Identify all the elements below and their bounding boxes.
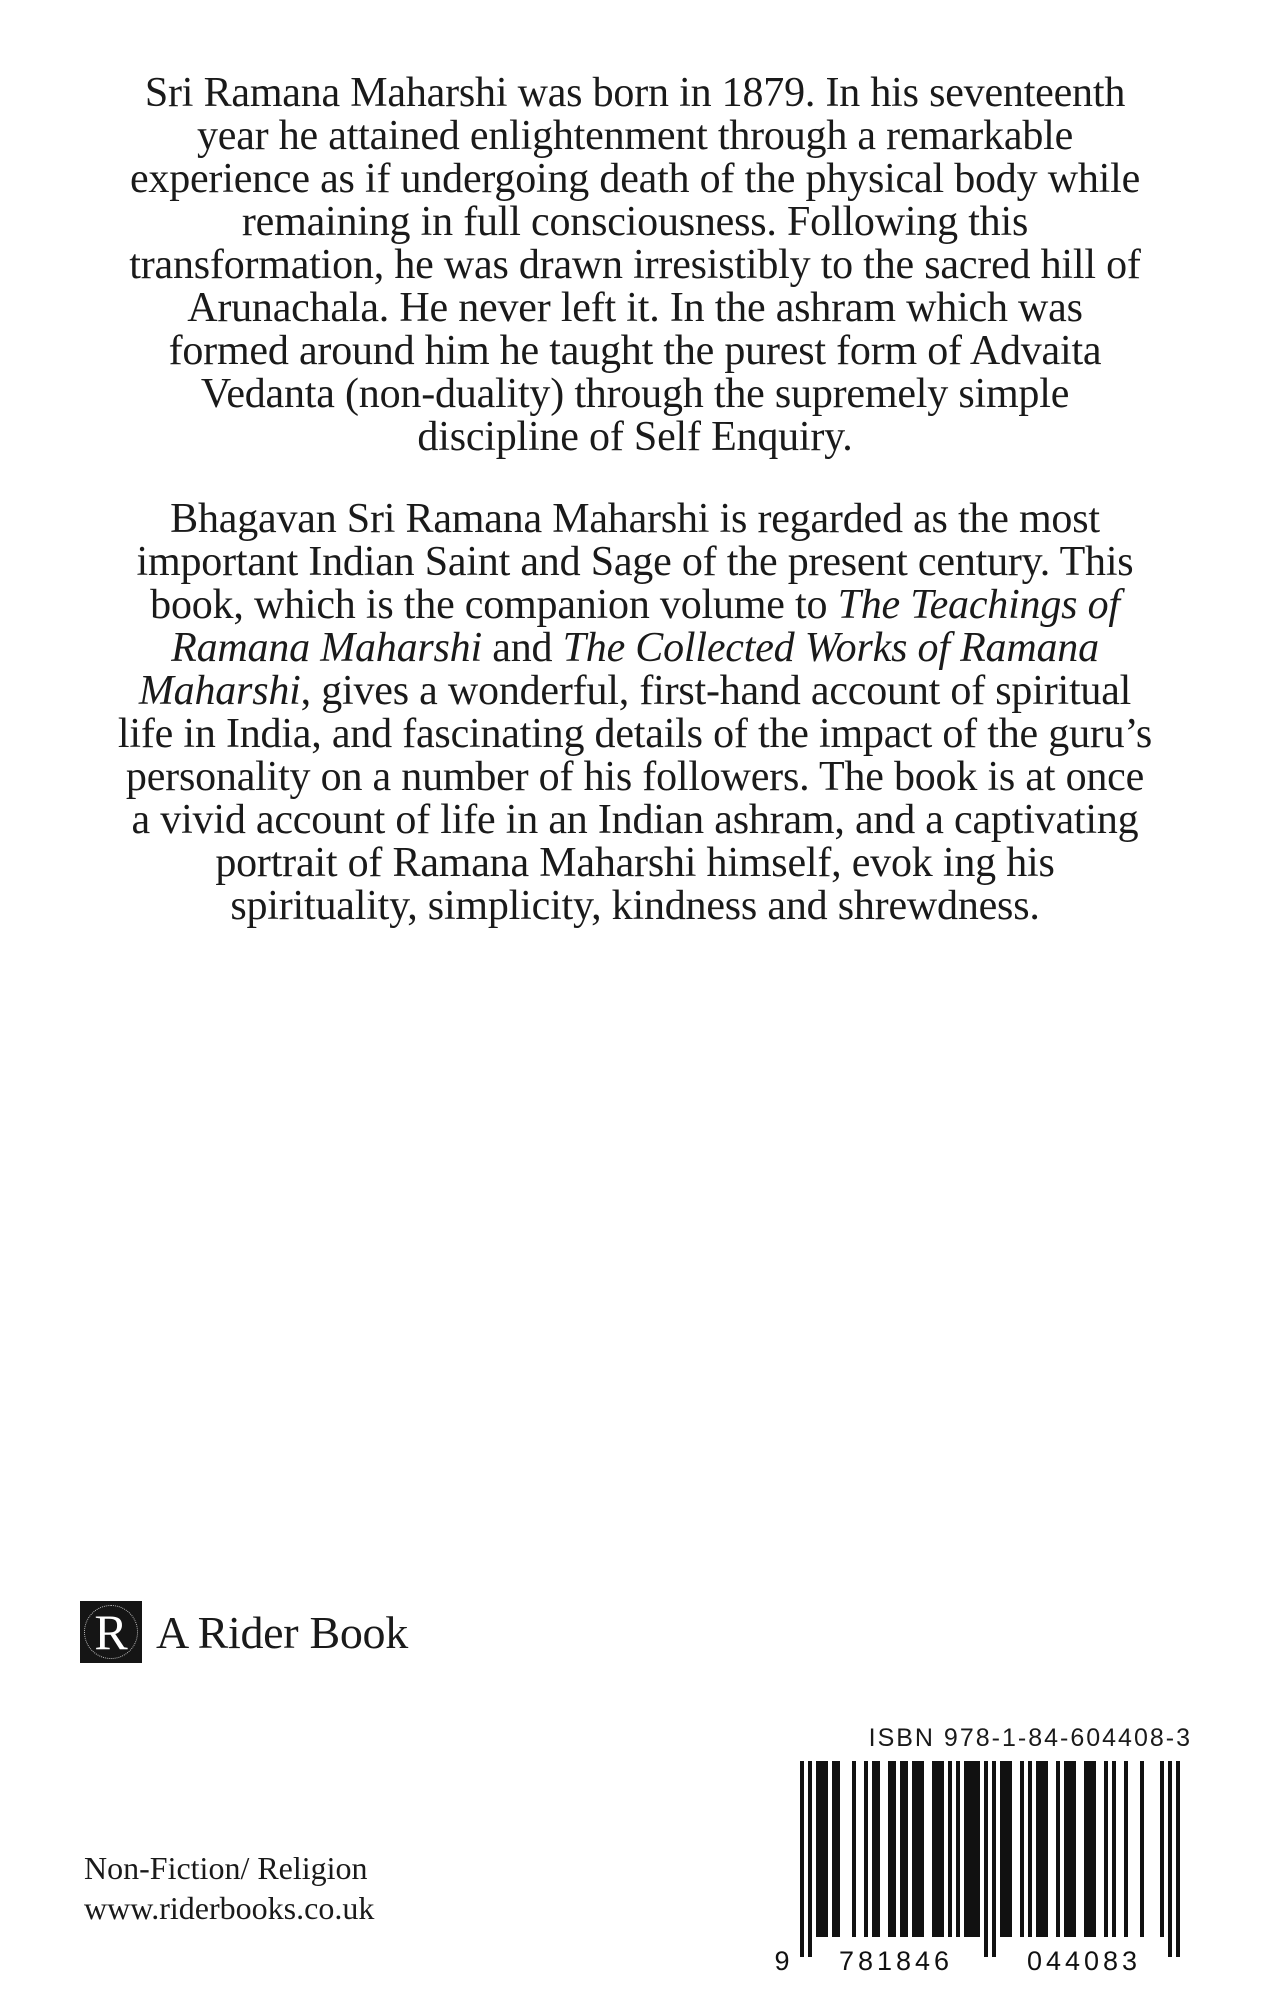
barcode-bar [1028,1761,1032,1937]
blurb-line: Bhagavan Sri Ramana Maharshi is regarded as the most [170,496,1100,542]
logo-letter: R [94,1604,128,1660]
publisher-imprint [80,1600,408,1664]
book-title-italic: The Teachings of [837,582,1120,628]
barcode-bar [932,1761,936,1937]
barcode-bar [1140,1761,1144,1937]
barcode-bar [824,1761,828,1937]
blurb-line: portrait of Ramana Maharshi himself, evok ing his [215,840,1055,886]
barcode-bar [1124,1761,1128,1937]
barcode-block [774,1724,1192,1975]
blurb-line: formed around him he taught the purest form of Advaita [168,328,1102,374]
barcode-guard-bar [1168,1761,1172,1957]
publisher-website: www.riderbooks.co.uk [84,1890,375,1926]
blurb-text: book, which is the companion volume to [150,582,838,628]
barcode-bar [964,1761,968,1937]
barcode-bar [916,1761,920,1937]
barcode-bar [816,1761,820,1937]
blurb-paragraph-2 [90,498,1180,928]
barcode-bar [936,1761,940,1937]
barcode-bar [940,1761,944,1937]
genre-block [84,1848,374,1928]
barcode-bar [1112,1761,1116,1937]
barcode-guard-bar [992,1761,996,1957]
blurb-text: , gives a wonderful, first-hand account of spiritual [300,668,1132,714]
ean13-barcode-icon [774,1761,1192,1975]
blurb-line: experience as if undergoing death of the physical body while [129,156,1141,202]
barcode-lead-digit: 9 [774,1946,794,1975]
barcode-bar [836,1761,840,1937]
barcode-bar [976,1761,980,1937]
barcode-bar [876,1761,880,1937]
blurb-line: Arunachala. He never left it. In the ashram which was [187,285,1083,331]
blurb-line: a vivid account of life in an Indian ashram, and a captivating [131,797,1139,843]
genre-category: Non-Fiction/ Religion [84,1850,368,1886]
barcode-left-digits: 781846 [838,1946,954,1975]
publisher-name: A Rider Book [156,1606,408,1658]
barcode-bar [968,1761,972,1937]
barcode-bar [900,1761,904,1937]
barcode-right-digits: 044083 [1026,1946,1142,1975]
barcode-bar [956,1761,960,1937]
book-title-italic: The Collected Works of Ramana [562,625,1099,671]
barcode-bar [892,1761,896,1937]
barcode-bar [912,1761,916,1937]
barcode-bar [1040,1761,1044,1937]
barcode-bar [1056,1761,1060,1937]
blurb-line [90,584,1180,627]
barcode-bar [1044,1761,1048,1937]
barcode-guard-bar [1176,1761,1180,1957]
blurb-text: and [481,625,563,671]
barcode-guard-bar [984,1761,988,1957]
barcode-bar [920,1761,924,1937]
barcode-bar [1088,1761,1092,1937]
isbn-label: ISBN 978-1-84-604408-3 [868,1724,1192,1752]
barcode-bar [1104,1761,1108,1937]
blurb-line: year he attained enlightenment through a remarkable [196,113,1074,159]
blurb-line: remaining in full consciousness. Following this [241,199,1029,245]
blurb-line: life in India, and fascinating details of the impact of the guru’s [117,711,1153,757]
blurb-line [90,627,1180,670]
barcode-guard-bar [800,1761,804,1957]
blurb-line: important Indian Saint and Sage of the present century. This [136,539,1134,585]
blurb-line: spirituality, simplicity, kindness and shrewdness. [230,883,1040,929]
barcode-bar [888,1761,892,1937]
barcode-bar [872,1761,876,1937]
blurb-line: Sri Ramana Maharshi was born in 1879. In his seventeenth [144,70,1126,116]
barcode-bar [1008,1761,1012,1937]
blurb-line: transformation, he was drawn irresistibly to the sacred hill of [129,242,1141,288]
barcode-bar [1004,1761,1008,1937]
blurb-line: discipline of Self Enquiry. [417,414,853,460]
barcode-bar [832,1761,836,1937]
book-title-italic: Ramana Maharshi [171,625,482,671]
barcode-bar [948,1761,952,1937]
book-title-italic: Maharshi [138,668,301,714]
barcode-bar [820,1761,824,1937]
logo-ring-icon [84,1605,138,1659]
barcode-bar [1160,1761,1164,1937]
barcode-bar [904,1761,908,1937]
barcode-bar [1064,1761,1068,1937]
barcode-bar [1092,1761,1096,1937]
rider-books-logo [80,1601,142,1663]
barcode-bar [972,1761,976,1937]
barcode-bar [1036,1761,1040,1937]
blurb-paragraph-1 [90,72,1180,459]
barcode-bar [1000,1761,1004,1937]
blurb-line: Vedanta (non-duality) through the supremely simple [200,371,1070,417]
barcode-bar [1020,1761,1024,1937]
barcode-bar [1084,1761,1088,1937]
blurb-line [90,670,1180,713]
barcode-bar [864,1761,868,1937]
blurb-line: personality on a number of his followers. The book is at once [125,754,1145,800]
barcode-bar [852,1761,856,1937]
barcode-guard-bar [808,1761,812,1957]
barcode-bar [1068,1761,1072,1937]
barcode-bar [1072,1761,1076,1937]
